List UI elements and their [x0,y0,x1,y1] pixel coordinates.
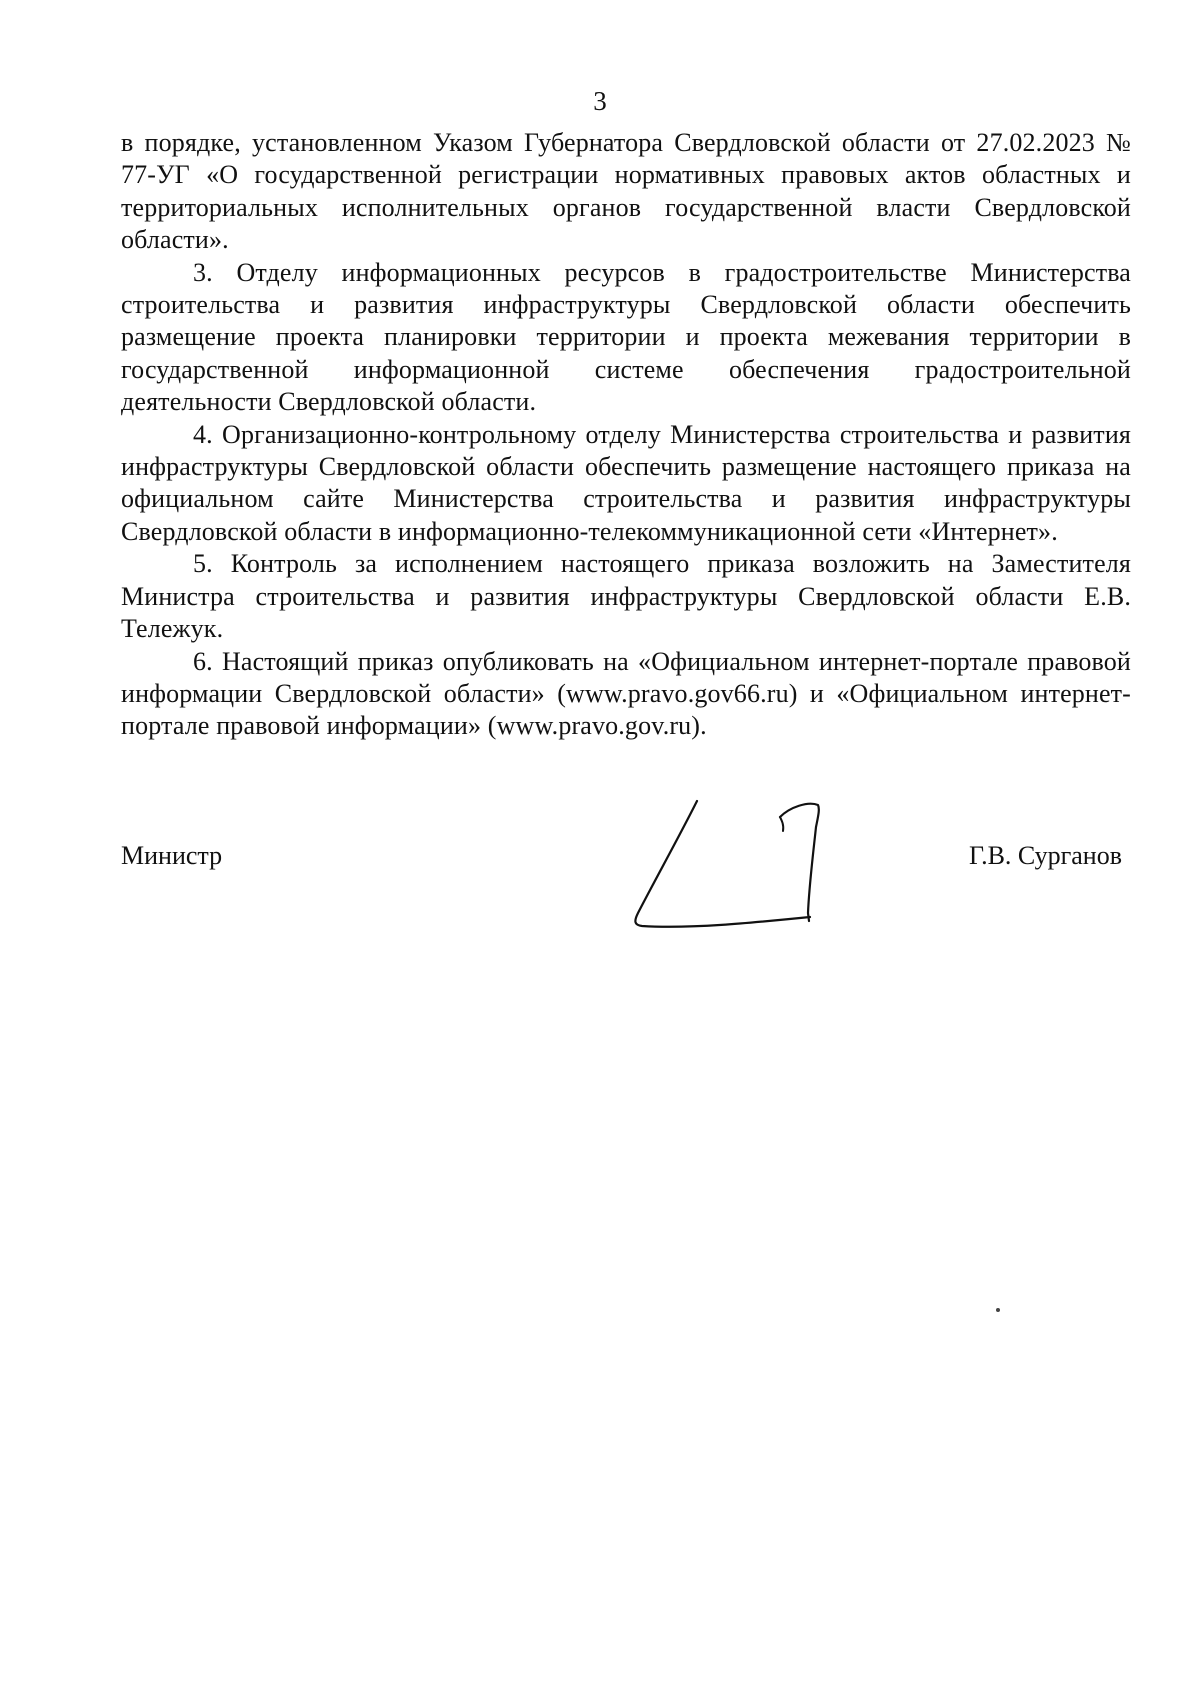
handwritten-signature [630,795,840,930]
signer-name: Г.В. Сурганов [968,841,1122,870]
paragraph-4: 5. Контроль за исполнением настоящего приказа возложить на Заместителя Министра строительства и развития инфраструктуры Свердловской области Е.В. Тележук. [121,549,1131,644]
signer-position: Министр [121,841,223,870]
paragraph-1: в порядке, установленном Указом Губернатора Свердловской области от 27.02.2023 № 77-УГ «О государственной регистрации нормативных правовых актов областных и территориальных исполнительных органов государственной власти Свердловской области». [121,128,1131,255]
paragraph-3: 4. Организационно-контрольному отделу Министерства строительства и развития инфраструктуры Свердловской области обеспечить размещение настоящего приказа на официальном сайте Министерства строительства и развития инфраструктуры Свердловской области в информационно-телекоммуникационной сети «Интернет». [121,419,1131,546]
page-number: 3 [593,86,607,116]
paragraph-2: 3. Отделу информационных ресурсов в градостроительстве Министерства строительства и развития инфраструктуры Свердловской области обеспечить размещение проекта планировки территории и проекта межевания территории в государственной информационной системе обеспечения градостроительной деятельности Свердловской области. [121,257,1131,417]
scan-speck [996,1308,1000,1312]
signature-block [121,840,1122,876]
paragraph-5: 6. Настоящий приказ опубликовать на «Официальном интернет-портале правовой информации Свердловской области» (www.pravo.gov66.ru) и «Официальном интернет-портале правовой информации» (www.pravo.gov.ru). [121,646,1131,741]
document-body [121,127,1131,743]
